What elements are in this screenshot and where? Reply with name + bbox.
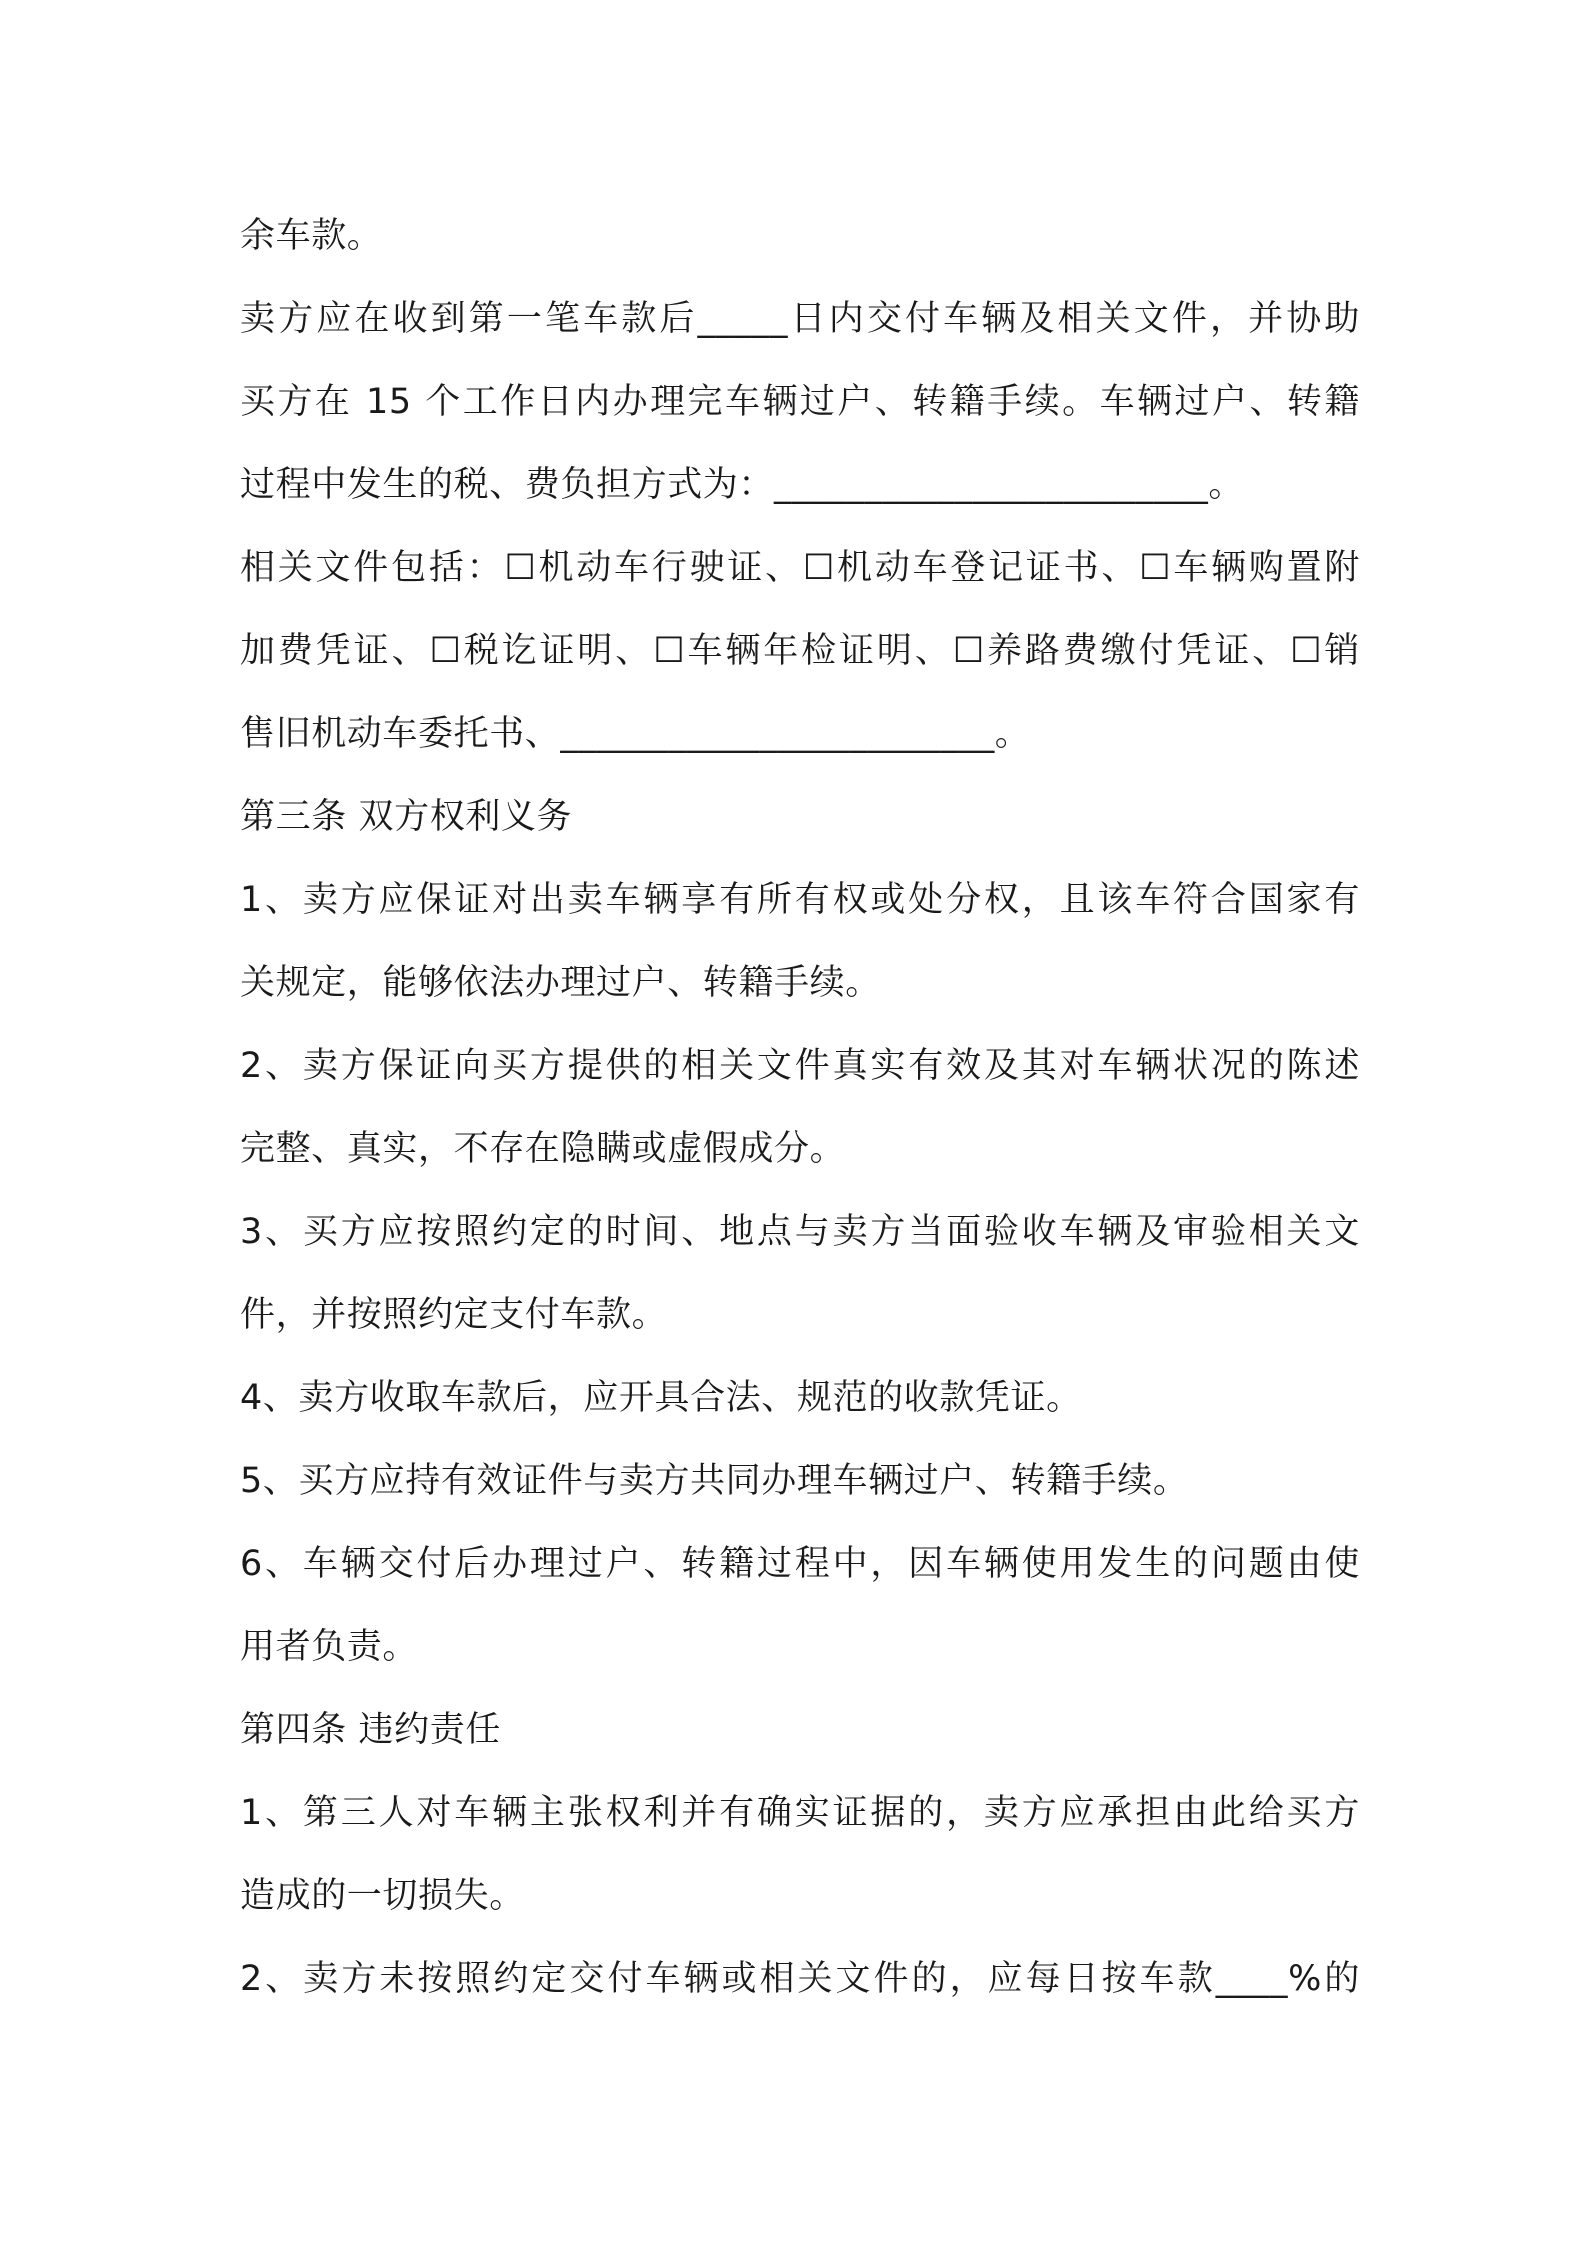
section-heading: 第四条 违约责任: [240, 1710, 501, 1750]
text-line: 完整、真实，不存在隐瞒或虚假成分。: [240, 1129, 846, 1169]
text-line: 件，并按照约定支付车款。: [240, 1295, 668, 1335]
text-line: 相关文件包括：☐机动车行驶证、☐机动车登记证书、☐车辆购置附: [240, 548, 1360, 588]
text-line: 关规定，能够依法办理过户、转籍手续。: [240, 963, 881, 1003]
text-line: 余车款。: [240, 216, 383, 256]
text-line: 卖方应在收到第一笔车款后_____日内交付车辆及相关文件，并协助: [240, 299, 1360, 339]
text-line: 过程中发生的税、费负担方式为：________________________。: [240, 465, 1245, 505]
text-line: 4、卖方收取车款后，应开具合法、规范的收款凭证。: [240, 1378, 1082, 1418]
text-line: 加费凭证、☐税讫证明、☐车辆年检证明、☐养路费缴付凭证、☐销: [240, 631, 1360, 671]
text-line: 1、第三人对车辆主张权利并有确实证据的，卖方应承担由此给买方: [240, 1793, 1360, 1833]
text-line: 造成的一切损失。: [240, 1876, 525, 1916]
text-line: 1、卖方应保证对出卖车辆享有所有权或处分权，且该车符合国家有: [240, 880, 1360, 920]
section-heading: 第三条 双方权利义务: [240, 797, 573, 837]
text-line: 2、卖方未按照约定交付车辆或相关文件的，应每日按车款____%的: [240, 1959, 1360, 1999]
text-line: 6、车辆交付后办理过户、转籍过程中，因车辆使用发生的问题由使: [240, 1544, 1360, 1584]
text-line: 买方在 15 个工作日内办理完车辆过户、转籍手续。车辆过户、转籍: [240, 382, 1360, 422]
text-line: 售旧机动车委托书、________________________。: [240, 714, 1031, 754]
text-line: 用者负责。: [240, 1627, 419, 1667]
text-line: 5、买方应持有效证件与卖方共同办理车辆过户、转籍手续。: [240, 1461, 1189, 1501]
text-line: 2、卖方保证向买方提供的相关文件真实有效及其对车辆状况的陈述: [240, 1046, 1360, 1086]
document-body: [240, 195, 1360, 2021]
text-line: 3、买方应按照约定的时间、地点与卖方当面验收车辆及审验相关文: [240, 1212, 1360, 1252]
